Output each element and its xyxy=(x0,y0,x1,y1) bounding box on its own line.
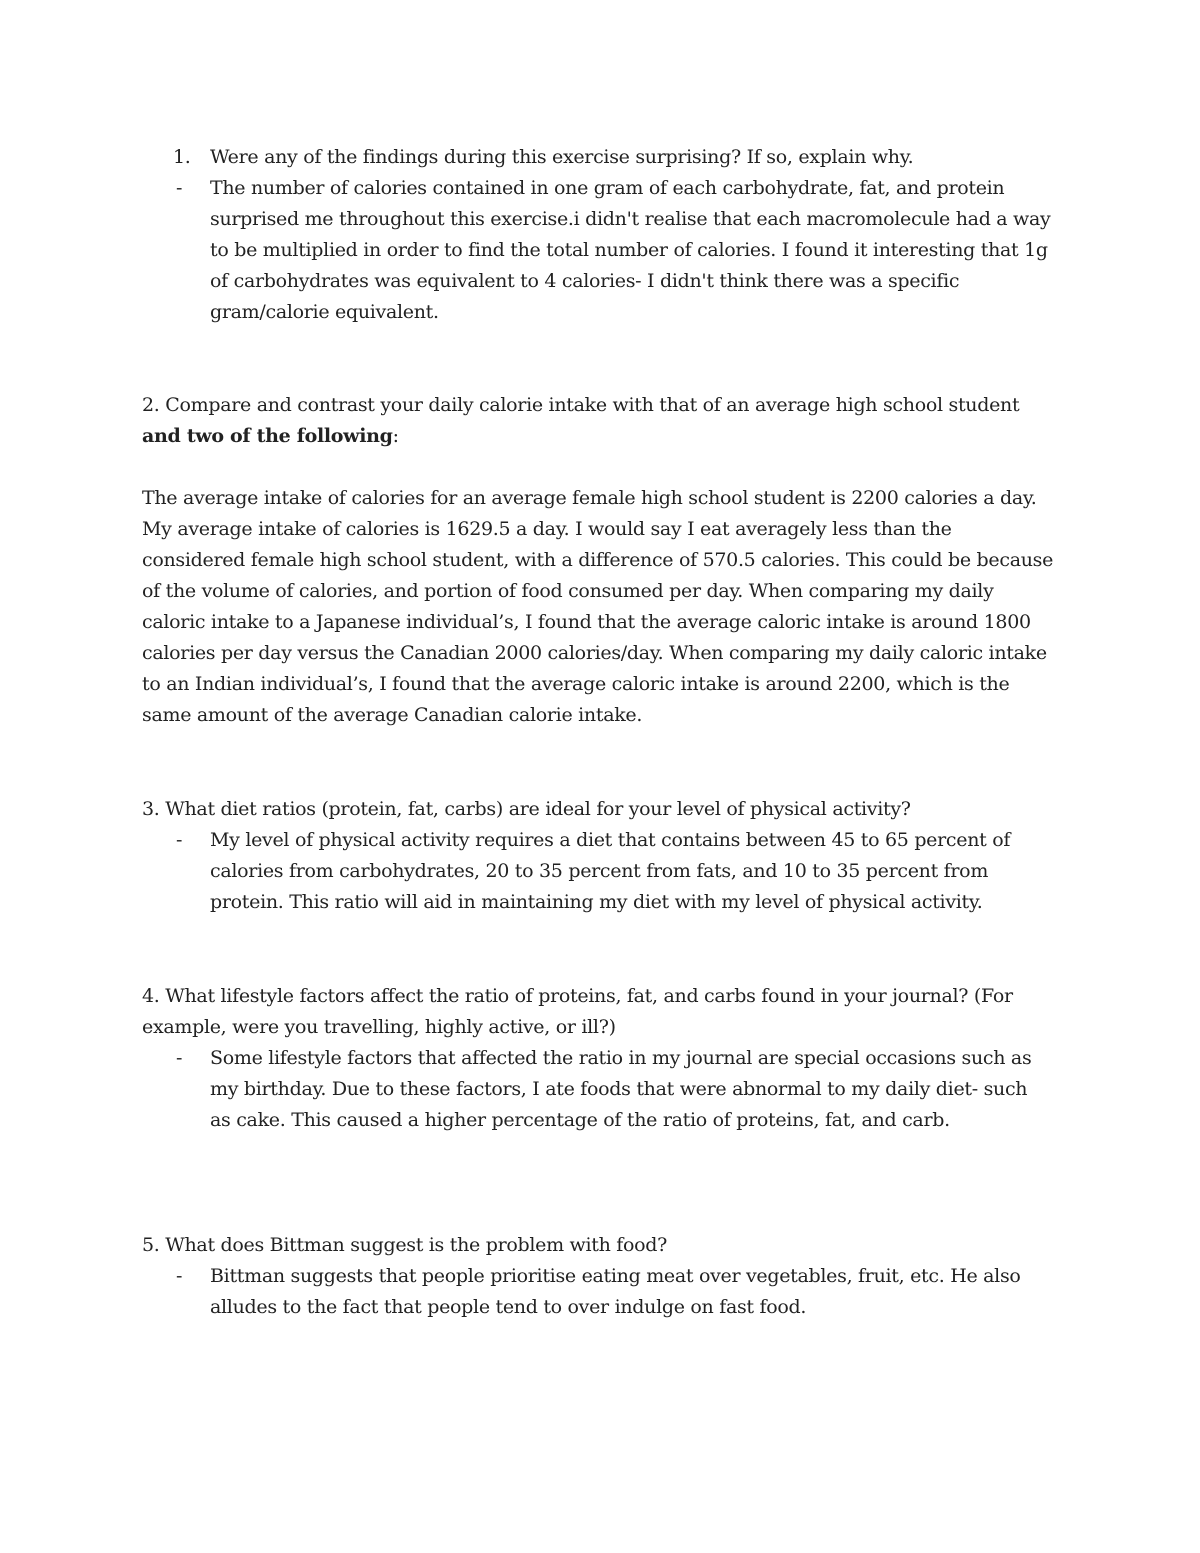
q1-number: 1. xyxy=(173,146,191,168)
q4-answer-line: my birthday. Due to these factors, I ate foods that were abnormal to my daily diet- such xyxy=(210,1078,1028,1100)
q4-prompt-line: 4. What lifestyle factors affect the ratio of proteins, fat, and carbs found in your journal? (For xyxy=(142,985,1013,1007)
q3-answer-line: protein. This ratio will aid in maintaining my diet with my level of physical activity. xyxy=(210,891,983,913)
q5-prompt: 5. What does Bittman suggest is the problem with food? xyxy=(142,1234,668,1256)
q1-answer-line: surprised me throughout this exercise.i didn't realise that each macromolecule had a way xyxy=(210,208,1051,230)
q1-answer-line: gram/calorie equivalent. xyxy=(210,301,439,323)
q2-prompt-line: 2. Compare and contrast your daily calorie intake with that of an average high school student xyxy=(142,394,1020,416)
q2-answer-line: The average intake of calories for an average female high school student is 2200 calories a day. xyxy=(142,487,1037,509)
q5-answer-bullet: - xyxy=(176,1265,183,1287)
q4-answer-bullet: - xyxy=(176,1047,183,1069)
q3-answer-bullet: - xyxy=(176,829,183,851)
q3-prompt: 3. What diet ratios (protein, fat, carbs) are ideal for your level of physical activity? xyxy=(142,798,911,820)
q2-answer-line: caloric intake to a Japanese individual’s, I found that the average caloric intake is around 1800 xyxy=(142,611,1031,633)
q5-answer-line: Bittman suggests that people prioritise eating meat over vegetables, fruit, etc. He also xyxy=(210,1265,1021,1287)
q2-answer-line: to an Indian individual’s, I found that the average caloric intake is around 2200, which is the xyxy=(142,673,1010,695)
q4-prompt-line: example, were you travelling, highly active, or ill?) xyxy=(142,1016,616,1038)
q3-answer-line: My level of physical activity requires a diet that contains between 45 to 65 percent of xyxy=(210,829,1011,851)
q1-answer-line: of carbohydrates was equivalent to 4 calories- I didn't think there was a specific xyxy=(210,270,960,292)
q1-answer-line: The number of calories contained in one gram of each carbohydrate, fat, and protein xyxy=(210,177,1005,199)
q2-prompt-colon: : xyxy=(392,425,399,447)
q1-prompt: Were any of the findings during this exercise surprising? If so, explain why. xyxy=(210,146,914,168)
q2-answer-line: calories per day versus the Canadian 2000 calories/day. When comparing my daily caloric intake xyxy=(142,642,1047,664)
q2-prompt-bold: and two of the following xyxy=(142,425,393,447)
q4-answer-line: as cake. This caused a higher percentage of the ratio of proteins, fat, and carb. xyxy=(210,1109,950,1131)
q2-answer-line: of the volume of calories, and portion of food consumed per day. When comparing my daily xyxy=(142,580,994,602)
q5-answer-line: alludes to the fact that people tend to over indulge on fast food. xyxy=(210,1296,807,1318)
q1-answer-line: to be multiplied in order to find the total number of calories. I found it interesting that 1g xyxy=(210,239,1048,261)
q2-answer-line: My average intake of calories is 1629.5 a day. I would say I eat averagely less than the xyxy=(142,518,952,540)
q1-answer-bullet: - xyxy=(176,177,183,199)
q3-answer-line: calories from carbohydrates, 20 to 35 percent from fats, and 10 to 35 percent from xyxy=(210,860,989,882)
q2-answer-line: considered female high school student, with a difference of 570.5 calories. This could be because xyxy=(142,549,1054,571)
q2-prompt-line xyxy=(142,424,399,448)
q4-answer-line: Some lifestyle factors that affected the ratio in my journal are special occasions such as xyxy=(210,1047,1032,1069)
q2-answer-line: same amount of the average Canadian calorie intake. xyxy=(142,704,643,726)
